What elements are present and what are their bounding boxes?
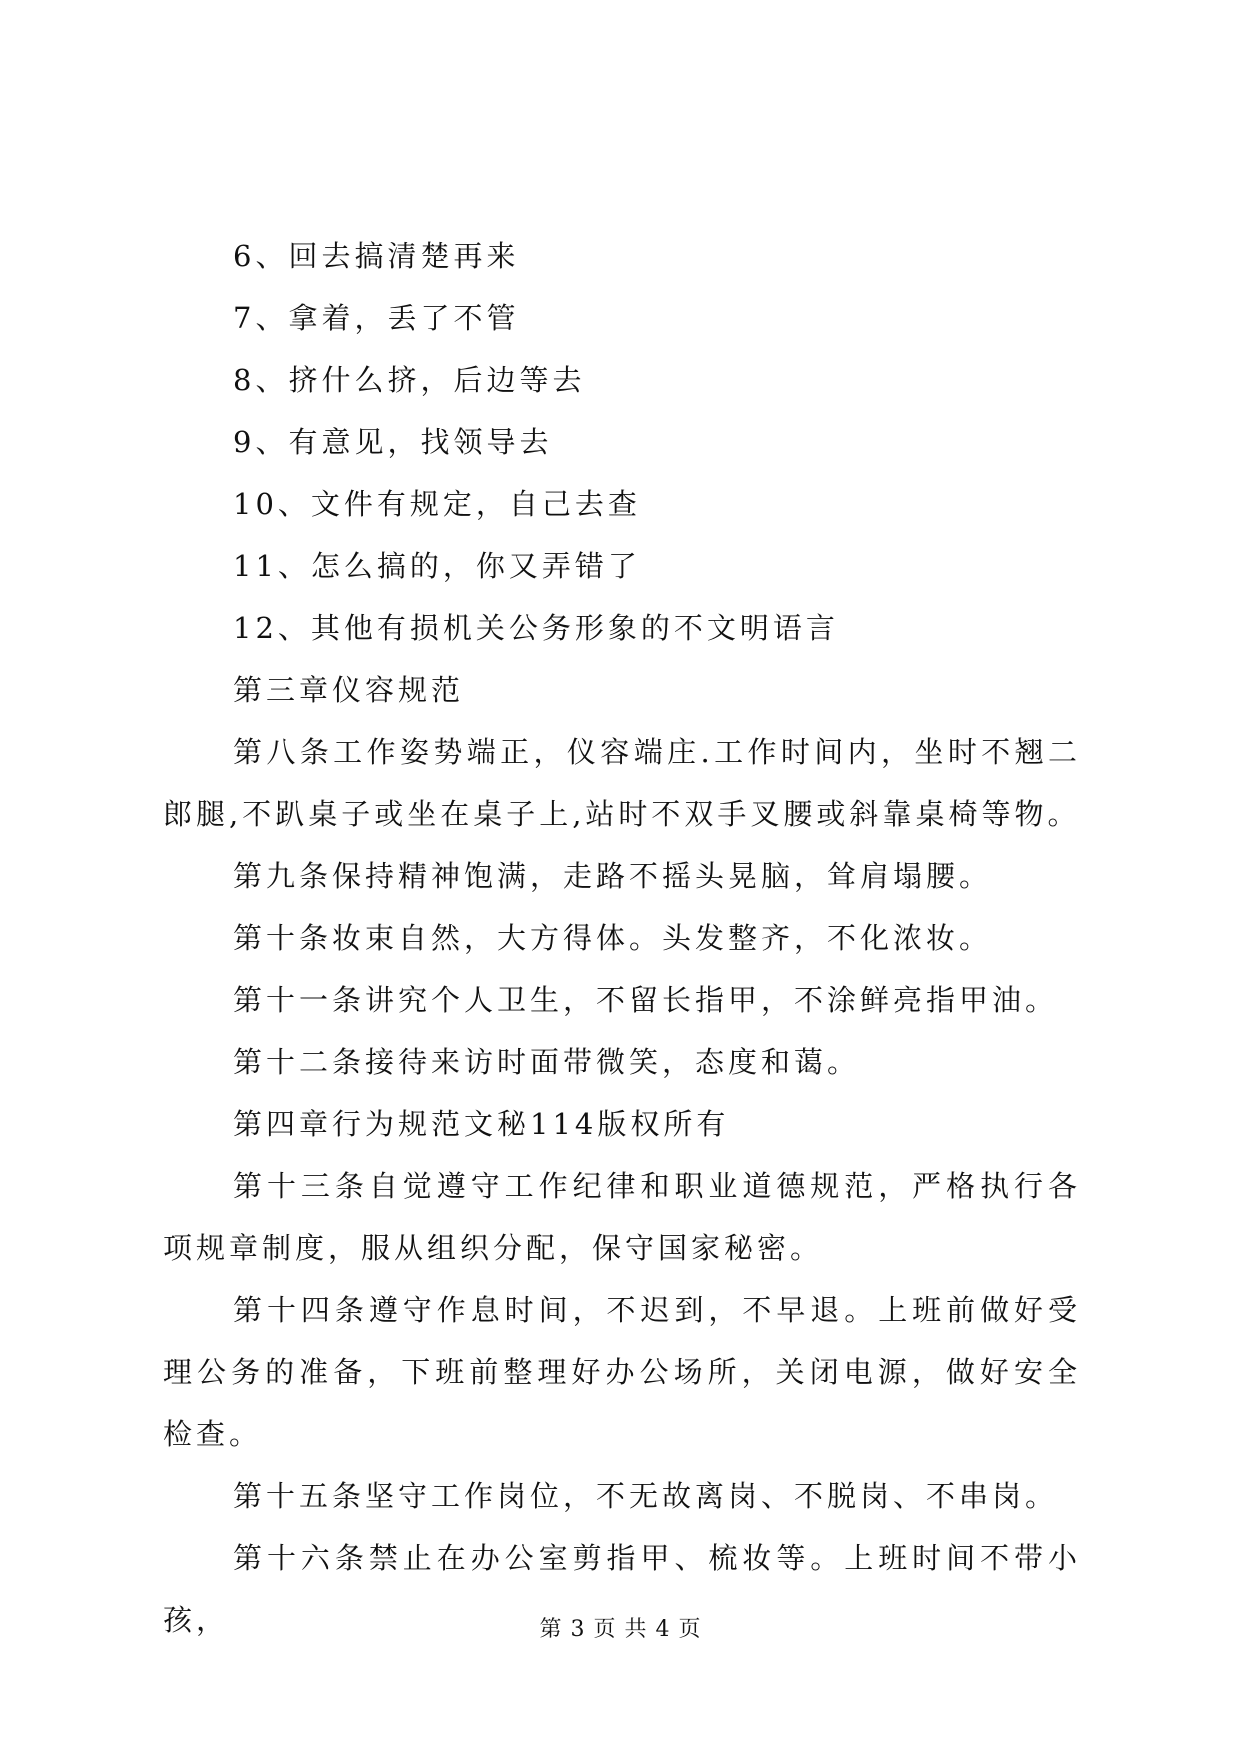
article-paragraph: 第八条工作姿势端正，仪容端庄.工作时间内，坐时不翘二郎腿,不趴桌子或坐在桌子上,站时不双手叉腰或斜靠桌椅等物。 [163,735,1081,831]
page-footer: 第 3 页 共 4 页 [539,1617,702,1642]
list-item: 9、有意见，找领导去 [233,425,553,459]
document-body [163,225,1081,1651]
article-paragraph: 第十条妆束自然，大方得体。头发整齐，不化浓妆。 [233,921,993,955]
article-paragraph: 第十五条坚守工作岗位，不无故离岗、不脱岗、不串岗。 [233,1479,1059,1513]
article-paragraph: 第十三条自觉遵守工作纪律和职业道德规范，严格执行各项规章制度，服从组织分配，保守国家秘密。 [163,1169,1081,1265]
chapter-heading: 第四章行为规范文秘114版权所有 [233,1107,730,1141]
chapter-heading: 第三章仪容规范 [233,673,465,707]
article-paragraph: 第十一条讲究个人卫生，不留长指甲，不涂鲜亮指甲油。 [233,983,1059,1017]
list-item: 12、其他有损机关公务形象的不文明语言 [233,611,839,645]
list-item: 8、挤什么挤，后边等去 [233,363,586,397]
list-item: 6、回去搞清楚再来 [233,239,520,273]
article-paragraph: 第十四条遵守作息时间，不迟到，不早退。上班前做好受理公务的准备，下班前整理好办公场所，关闭电源，做好安全检查。 [163,1293,1081,1451]
list-item: 11、怎么搞的，你又弄错了 [233,549,641,583]
article-paragraph: 第十六条禁止在办公室剪指甲、梳妆等。上班时间不带小孩， [163,1541,1081,1637]
list-item: 10、文件有规定，自己去查 [233,487,641,521]
article-paragraph: 第十二条接待来访时面带微笑，态度和蔼。 [233,1045,861,1079]
list-item: 7、拿着，丢了不管 [233,301,520,335]
article-paragraph: 第九条保持精神饱满，走路不摇头晃脑，耸肩塌腰。 [233,859,993,893]
